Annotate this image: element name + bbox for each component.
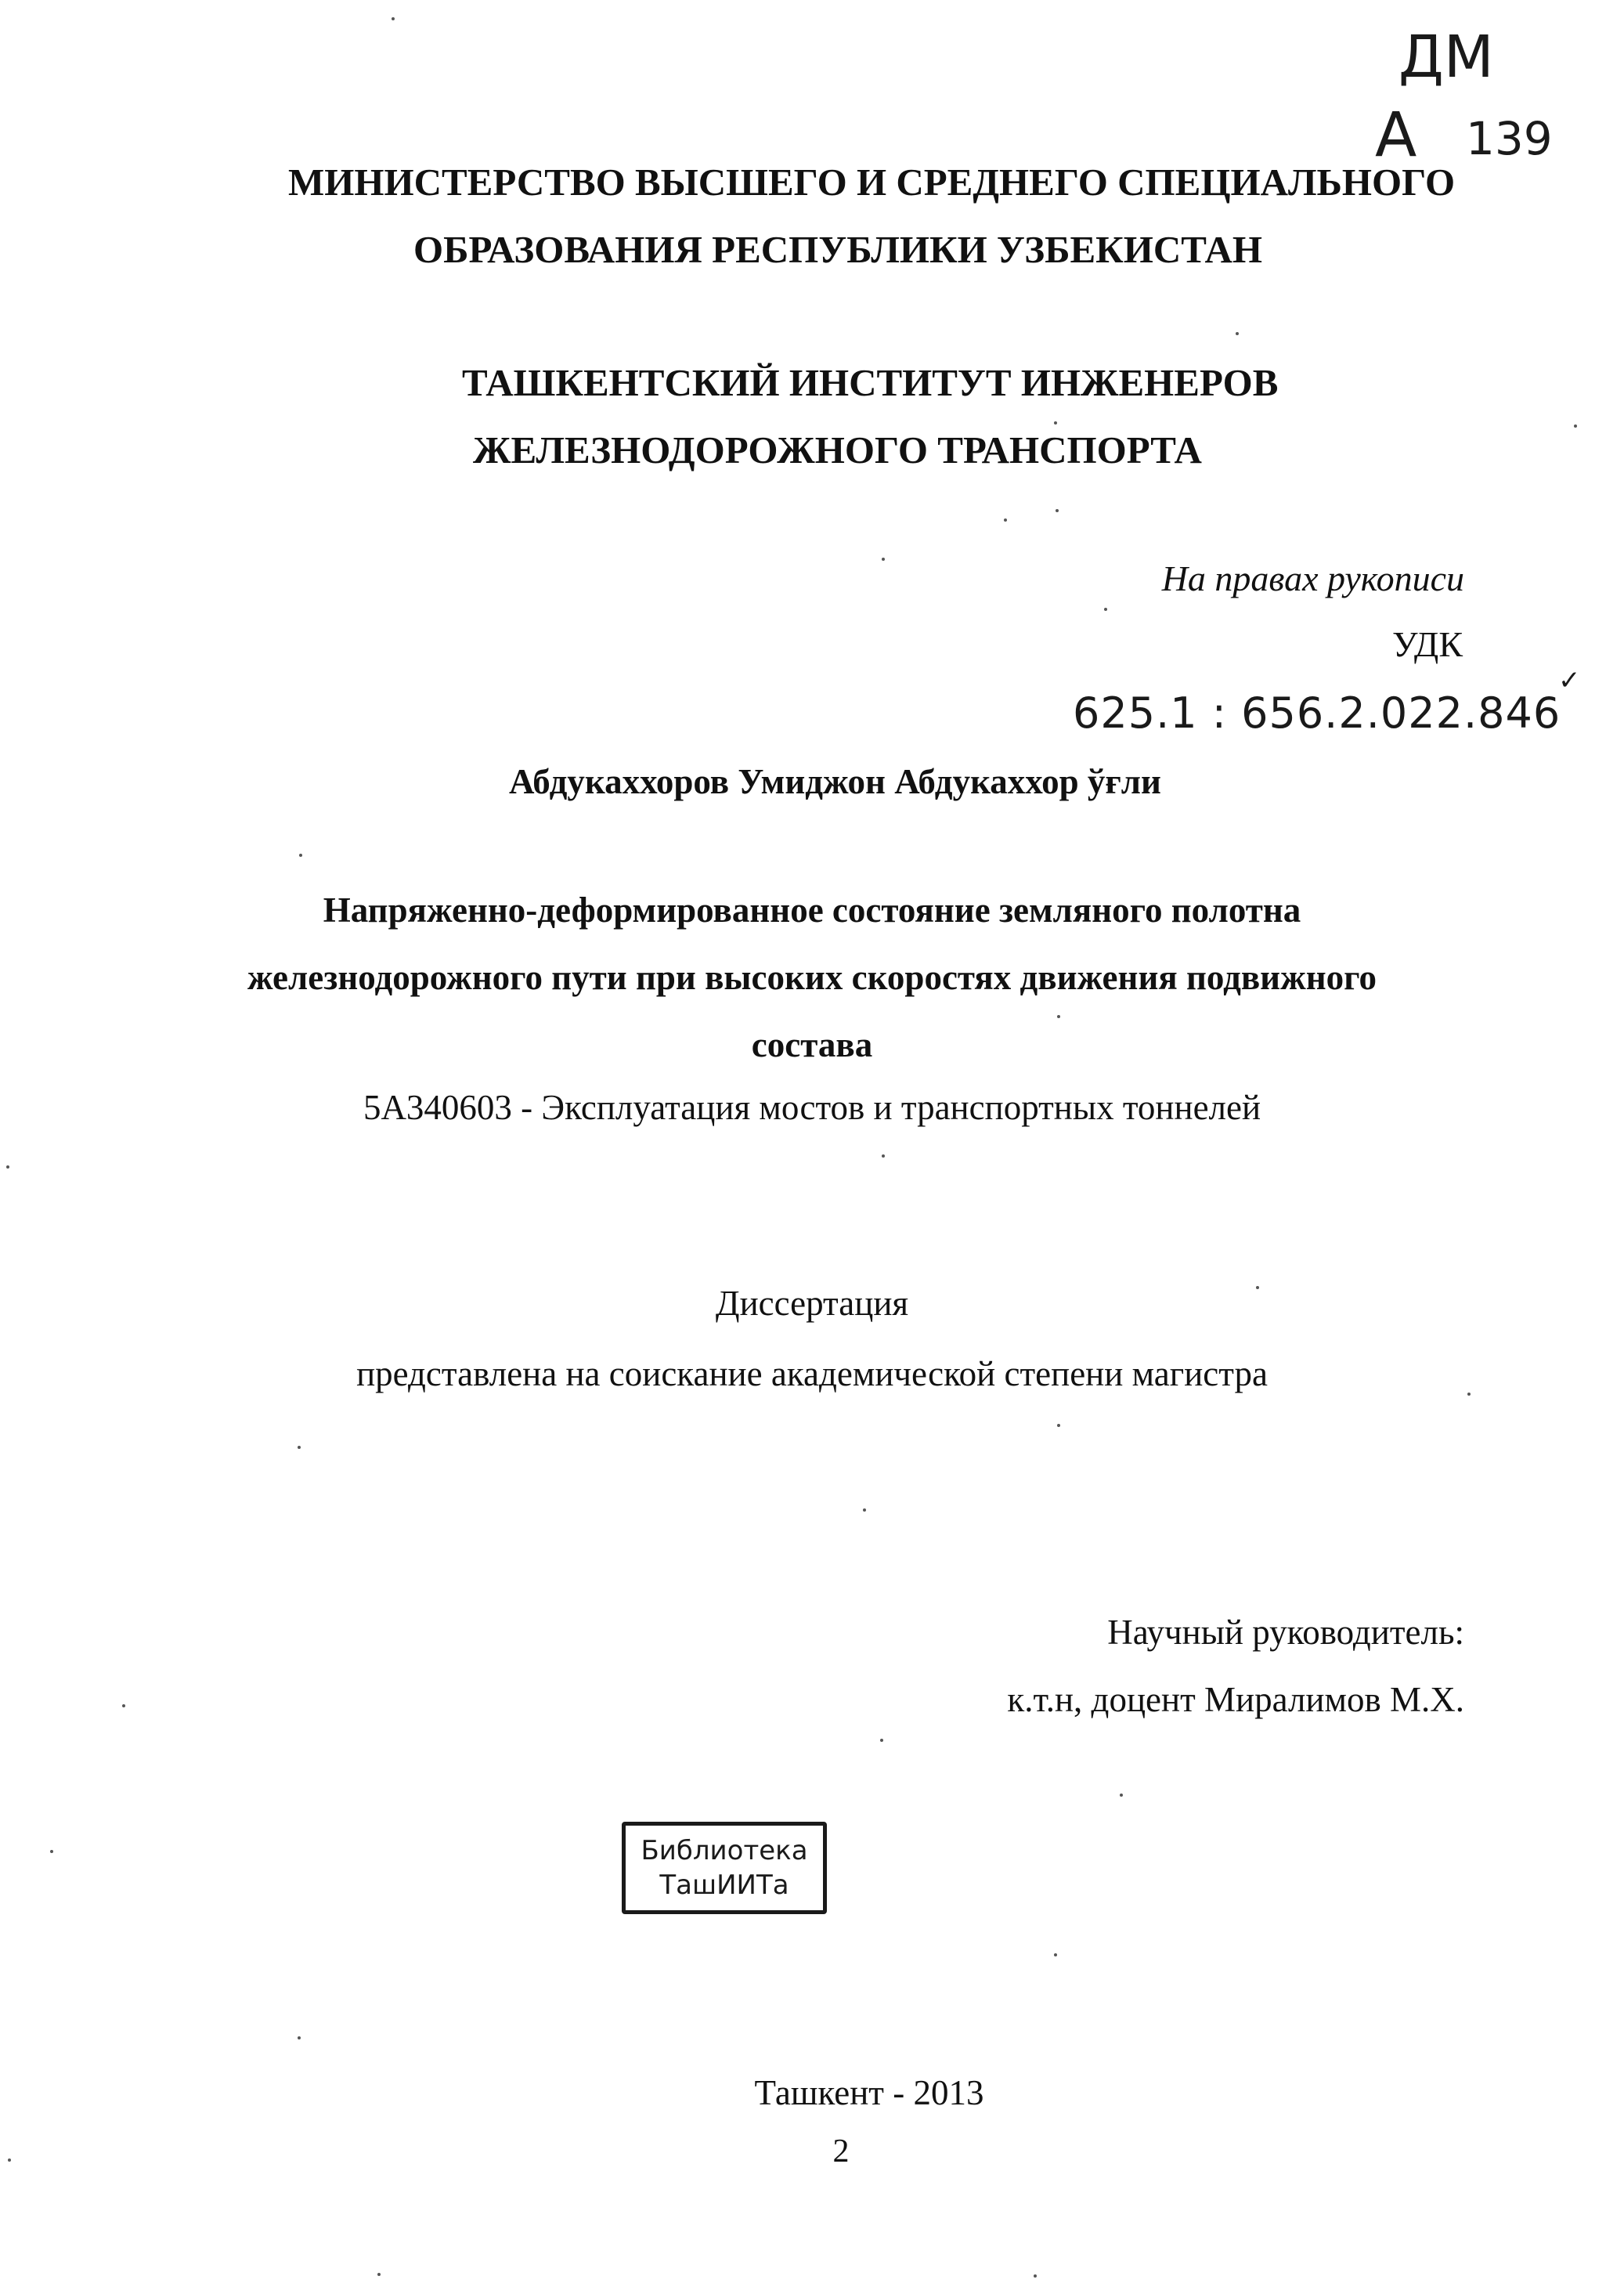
scan-speck (298, 1446, 301, 1449)
checkmark-handwritten: ✓ (1558, 665, 1581, 696)
scan-speck (1054, 1953, 1057, 1956)
handwritten-a: А (1375, 100, 1417, 171)
scan-speck (1054, 421, 1057, 424)
library-stamp-line-1: Библиотека (641, 1835, 808, 1866)
scan-speck (1004, 518, 1007, 522)
scan-speck (1467, 1393, 1471, 1396)
dissertation-title-line-1: Напряженно-деформированное состояние земляного полотна (323, 891, 1301, 930)
scan-speck (1574, 424, 1577, 428)
dissertation-label: Диссертация (715, 1284, 909, 1323)
scan-speck (377, 2273, 381, 2276)
advisor-name: к.т.н, доцент Миралимов М.Х. (1007, 1680, 1464, 1719)
scan-speck (299, 854, 302, 857)
author-name: Абдукаххоров Умиджон Абдукаххор ўғли (509, 762, 1161, 801)
scan-speck (882, 1154, 885, 1158)
handwritten-dm: ДМ (1398, 23, 1494, 91)
scan-speck (1034, 2274, 1037, 2278)
scan-speck (298, 2036, 301, 2039)
scan-speck (50, 1850, 53, 1853)
scan-speck (8, 2159, 11, 2162)
handwritten-number: 139 (1466, 112, 1553, 165)
scan-speck (1057, 1015, 1060, 1018)
dissertation-title-line-2: железнодорожного пути при высоких скоростях движения подвижного (247, 958, 1377, 997)
dissertation-title-line-3: состава (751, 1025, 873, 1064)
scan-speck (392, 17, 395, 20)
scan-speck (1236, 332, 1239, 335)
udk-code-handwritten: 625.1 : 656.2.022.846 (1073, 688, 1561, 738)
ministry-line-2: ОБРАЗОВАНИЯ РЕСПУБЛИКИ УЗБЕКИСТАН (413, 228, 1262, 271)
dissertation-purpose: представлена на соискание академической степени магистра (356, 1354, 1268, 1393)
manuscript-note: На правах рукописи (1161, 558, 1464, 598)
udk-label: УДК (1392, 624, 1463, 664)
scan-speck (863, 1508, 866, 1512)
scan-speck (882, 558, 885, 561)
ministry-line-1: МИНИСТЕРСТВО ВЫСШЕГО И СРЕДНЕГО СПЕЦИАЛЬНОГО (288, 161, 1456, 204)
scan-speck (1104, 608, 1107, 611)
scan-speck (1120, 1794, 1123, 1797)
city-year: Ташкент - 2013 (754, 2073, 984, 2112)
advisor-label: Научный руководитель: (1107, 1613, 1464, 1652)
library-stamp (622, 1822, 827, 1914)
page-number: 2 (832, 2133, 850, 2169)
institute-line-2: ЖЕЛЕЗНОДОРОЖНОГО ТРАНСПОРТА (473, 428, 1202, 471)
scan-speck (880, 1739, 883, 1742)
specialty-code: 5А340603 - Эксплуатация мостов и транспортных тоннелей (363, 1088, 1261, 1127)
scan-speck (1256, 1286, 1259, 1289)
scan-speck (1057, 1424, 1060, 1427)
institute-line-1: ТАШКЕНТСКИЙ ИНСТИТУТ ИНЖЕНЕРОВ (462, 361, 1279, 404)
library-stamp-line-2: ТашИИТа (659, 1870, 789, 1901)
scan-speck (122, 1704, 125, 1707)
scan-speck (1056, 509, 1059, 512)
scan-speck (6, 1165, 9, 1169)
